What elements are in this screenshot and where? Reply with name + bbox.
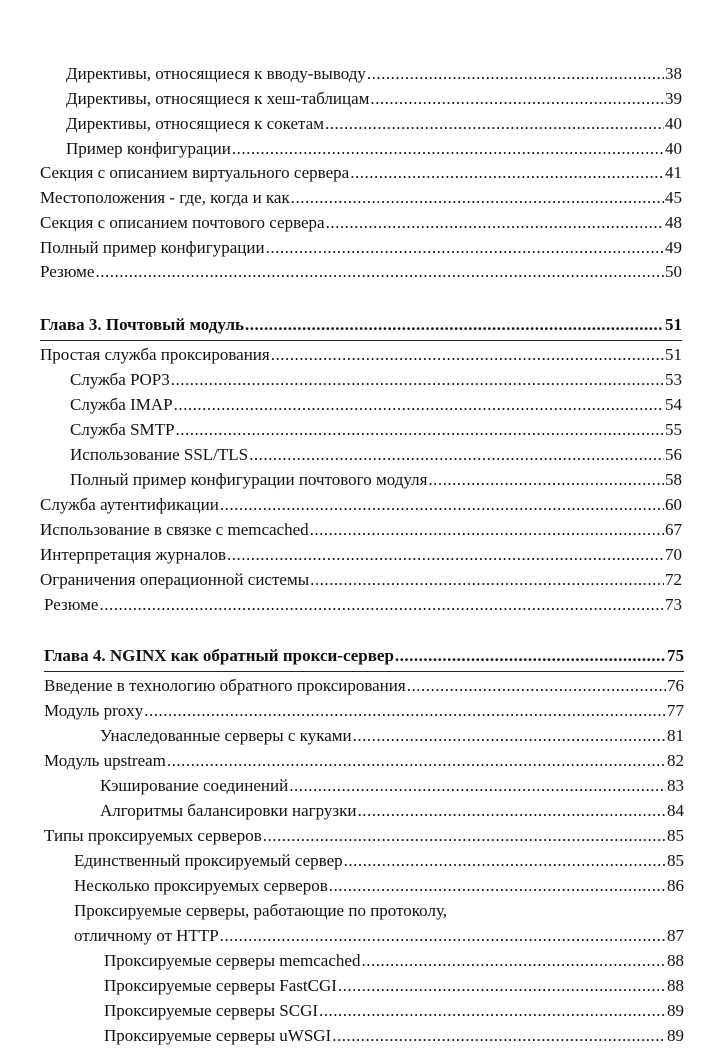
chapter-divider bbox=[44, 671, 684, 672]
toc-entry bbox=[44, 593, 682, 617]
toc-entry-page: 88 bbox=[667, 976, 684, 995]
toc-entry-title: Директивы, относящиеся к вводу-выводу bbox=[66, 64, 366, 83]
toc-entry-title: Полный пример конфигурации bbox=[40, 238, 265, 257]
toc-entry bbox=[70, 393, 682, 417]
chapter-page: 51 bbox=[665, 315, 682, 334]
toc-entry-title: Служба аутентификации bbox=[40, 495, 219, 514]
toc-entry-page: 89 bbox=[667, 1026, 684, 1045]
toc-entry-page: 45 bbox=[665, 188, 682, 207]
toc-entry-title: Резюме bbox=[44, 595, 99, 614]
toc-entry-title: Несколько проксируемых серверов bbox=[74, 876, 328, 895]
toc-entry-page: 54 bbox=[665, 395, 682, 414]
leader-dots bbox=[289, 774, 666, 798]
leader-dots bbox=[344, 849, 666, 873]
toc-entry-page: 82 bbox=[667, 751, 684, 770]
toc-entry-title: Типы проксируемых серверов bbox=[44, 826, 262, 845]
toc-entry-title: Служба POP3 bbox=[70, 370, 170, 389]
leader-dots bbox=[428, 468, 664, 492]
toc-entry bbox=[104, 999, 684, 1023]
chapter-title: Глава 3. Почтовый модуль bbox=[40, 315, 245, 334]
leader-dots bbox=[319, 999, 666, 1023]
chapter-title: Глава 4. NGINX как обратный прокси-сервер bbox=[44, 646, 394, 665]
leader-dots bbox=[249, 443, 664, 467]
leader-dots bbox=[266, 236, 664, 260]
leader-dots bbox=[171, 368, 664, 392]
leader-dots bbox=[95, 260, 664, 284]
toc-entry-page: 53 bbox=[665, 370, 682, 389]
toc-entry-title: Алгоритмы балансировки нагрузки bbox=[100, 801, 357, 820]
toc-entry-page: 83 bbox=[667, 776, 684, 795]
toc-entry bbox=[66, 137, 682, 161]
toc-entry-page: 84 bbox=[667, 801, 684, 820]
toc-entry-title: Проксируемые серверы, работающие по протоколу, bbox=[74, 901, 447, 920]
toc-entry bbox=[100, 774, 684, 798]
chapter-page: 75 bbox=[667, 646, 684, 665]
leader-dots bbox=[263, 824, 666, 848]
toc-entry-title: Секция с описанием почтового сервера bbox=[40, 213, 325, 232]
toc-entry-page: 51 bbox=[665, 345, 682, 364]
toc-entry-title: Модуль proxy bbox=[44, 701, 144, 720]
leader-dots bbox=[174, 393, 664, 417]
toc-entry bbox=[40, 236, 682, 260]
chapter-heading bbox=[40, 313, 682, 337]
toc-entry-page: 73 bbox=[665, 595, 682, 614]
leader-dots bbox=[395, 644, 666, 668]
toc-entry-title: Простая служба проксирования bbox=[40, 345, 270, 364]
leader-dots bbox=[220, 924, 666, 948]
toc-entry-title: Модуль upstream bbox=[44, 751, 166, 770]
leader-dots bbox=[407, 674, 666, 698]
leader-dots bbox=[361, 949, 666, 973]
leader-dots bbox=[220, 493, 664, 517]
toc-entry-title: Директивы, относящиеся к хеш-таблицам bbox=[66, 89, 370, 108]
toc-entry-page: 40 bbox=[665, 139, 682, 158]
toc-entry-title: Ограничения операционной системы bbox=[40, 570, 310, 589]
toc-entry bbox=[70, 418, 682, 442]
toc-entry bbox=[40, 518, 682, 542]
toc-entry-title: Секция с описанием виртуального сервера bbox=[40, 163, 350, 182]
toc-entry bbox=[70, 443, 682, 467]
leader-dots bbox=[144, 699, 666, 723]
leader-dots bbox=[167, 749, 666, 773]
toc-entry-page: 67 bbox=[665, 520, 682, 539]
leader-dots bbox=[332, 1024, 666, 1048]
toc-entry-title: Единственный проксируемый сервер bbox=[74, 851, 343, 870]
toc-entry-title: Директивы, относящиеся к сокетам bbox=[66, 114, 324, 133]
toc-entry-page: 77 bbox=[667, 701, 684, 720]
toc-entry-wrapped-line bbox=[74, 899, 684, 923]
toc-entry-page: 40 bbox=[665, 114, 682, 133]
toc-entry-title: отличному от HTTP bbox=[74, 926, 219, 945]
toc-entry bbox=[40, 161, 682, 185]
leader-dots bbox=[329, 874, 666, 898]
toc-entry bbox=[66, 87, 682, 111]
toc-entry-page: 86 bbox=[667, 876, 684, 895]
toc-entry bbox=[40, 568, 682, 592]
toc-entry-title: Использование SSL/TLS bbox=[70, 445, 249, 464]
toc-entry-page: 38 bbox=[665, 64, 682, 83]
toc-entry bbox=[40, 543, 682, 567]
toc-entry bbox=[104, 1024, 684, 1048]
toc-entry-page: 85 bbox=[667, 826, 684, 845]
toc-entry bbox=[66, 112, 682, 136]
toc-entry-title: Интерпретация журналов bbox=[40, 545, 226, 564]
toc-entry-page: 81 bbox=[667, 726, 684, 745]
toc-entry bbox=[40, 260, 682, 284]
toc-entry bbox=[66, 62, 682, 86]
toc-entry-title: Унаследованные серверы с куками bbox=[100, 726, 352, 745]
toc-entry-page: 60 bbox=[665, 495, 682, 514]
leader-dots bbox=[338, 974, 666, 998]
toc-entry-title: Проксируемые серверы uWSGI bbox=[104, 1026, 332, 1045]
leader-dots bbox=[245, 313, 664, 337]
leader-dots bbox=[357, 799, 666, 823]
leader-dots bbox=[271, 343, 664, 367]
toc-entry bbox=[40, 211, 682, 235]
leader-dots bbox=[310, 568, 664, 592]
toc-entry bbox=[70, 368, 682, 392]
toc-entry-title: Местоположения - где, когда и как bbox=[40, 188, 290, 207]
toc-entry bbox=[74, 849, 684, 873]
toc-entry-page: 49 bbox=[665, 238, 682, 257]
toc-entry-title: Резюме bbox=[40, 262, 95, 281]
toc-entry-page: 88 bbox=[667, 951, 684, 970]
toc-entry-page: 70 bbox=[665, 545, 682, 564]
toc-entry bbox=[40, 493, 682, 517]
toc-entry-page: 48 bbox=[665, 213, 682, 232]
toc-entry-page: 58 bbox=[665, 470, 682, 489]
toc-entry bbox=[44, 749, 684, 773]
leader-dots bbox=[353, 724, 666, 748]
leader-dots bbox=[370, 87, 664, 111]
toc-entry bbox=[44, 699, 684, 723]
leader-dots bbox=[350, 161, 664, 185]
toc-entry-title: Проксируемые серверы memcached bbox=[104, 951, 361, 970]
toc-entry bbox=[100, 799, 684, 823]
toc-entry-title: Полный пример конфигурации почтового модуля bbox=[70, 470, 428, 489]
toc-entry bbox=[100, 724, 684, 748]
toc-entry-page: 87 bbox=[667, 926, 684, 945]
toc-entry-page: 50 bbox=[665, 262, 682, 281]
leader-dots bbox=[175, 418, 664, 442]
toc-entry-page: 85 bbox=[667, 851, 684, 870]
toc-entry-title: Служба SMTP bbox=[70, 420, 175, 439]
toc-entry-page: 39 bbox=[665, 89, 682, 108]
toc-entry-title: Проксируемые серверы FastCGI bbox=[104, 976, 337, 995]
toc-entry bbox=[70, 468, 682, 492]
chapter-heading bbox=[44, 644, 684, 668]
leader-dots bbox=[367, 62, 664, 86]
leader-dots bbox=[325, 112, 664, 136]
toc-entry-title: Проксируемые серверы SCGI bbox=[104, 1001, 319, 1020]
chapter-divider bbox=[40, 340, 682, 341]
leader-dots bbox=[310, 518, 664, 542]
toc-entry-title: Использование в связке с memcached bbox=[40, 520, 309, 539]
toc-entry bbox=[74, 924, 684, 948]
toc-entry bbox=[40, 186, 682, 210]
toc-entry-page: 76 bbox=[667, 676, 684, 695]
toc-entry-page: 55 bbox=[665, 420, 682, 439]
leader-dots bbox=[326, 211, 664, 235]
toc-entry bbox=[104, 949, 684, 973]
toc-entry bbox=[40, 343, 682, 367]
toc-entry-title: Пример конфигурации bbox=[66, 139, 231, 158]
toc-entry bbox=[44, 824, 684, 848]
toc-entry bbox=[104, 974, 684, 998]
toc-entry-page: 56 bbox=[665, 445, 682, 464]
toc-entry-page: 89 bbox=[667, 1001, 684, 1020]
leader-dots bbox=[232, 137, 664, 161]
leader-dots bbox=[99, 593, 664, 617]
toc-entry-title: Служба IMAP bbox=[70, 395, 173, 414]
leader-dots bbox=[227, 543, 664, 567]
toc-entry-page: 41 bbox=[665, 163, 682, 182]
toc-entry-title: Введение в технологию обратного проксирования bbox=[44, 676, 406, 695]
toc-entry bbox=[74, 874, 684, 898]
toc-entry-page: 72 bbox=[665, 570, 682, 589]
toc-entry-title: Кэширование соединений bbox=[100, 776, 289, 795]
toc-entry bbox=[44, 674, 684, 698]
leader-dots bbox=[291, 186, 664, 210]
